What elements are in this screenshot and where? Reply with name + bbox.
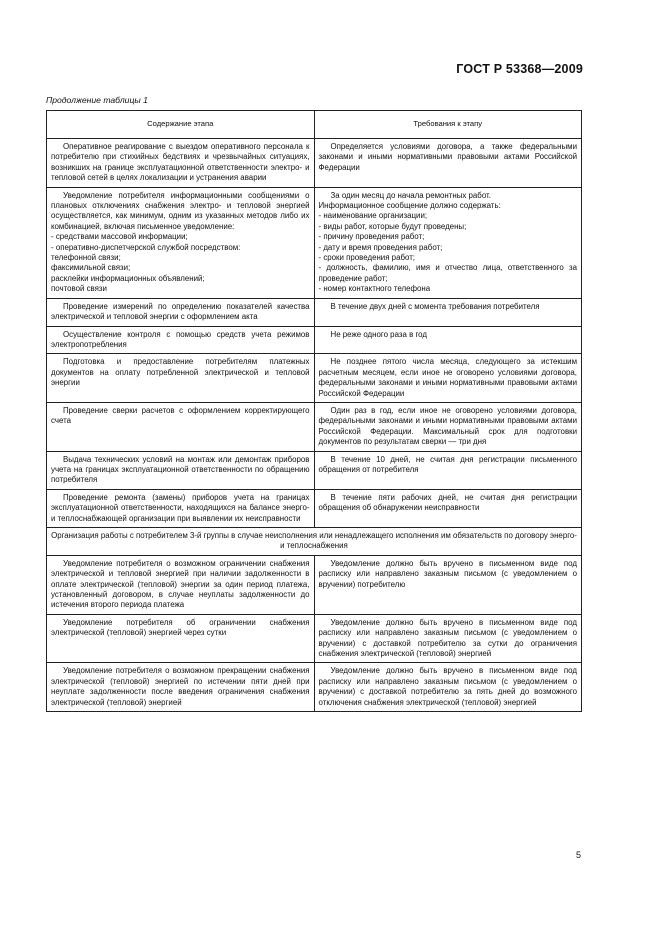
stage-requirement-text: Не реже одного раза в год xyxy=(330,329,427,339)
stage-requirement-cell xyxy=(314,402,582,451)
stage-requirement-cell xyxy=(314,298,582,326)
stage-content-cell xyxy=(47,663,315,712)
table-row xyxy=(47,451,582,489)
column-header-stage-content: Содержание этапа xyxy=(47,111,315,139)
table-row xyxy=(47,326,582,354)
stage-content-cell xyxy=(47,489,315,527)
stage-requirement-cell xyxy=(314,139,582,188)
stage-content-cell xyxy=(47,298,315,326)
stage-requirement-cell xyxy=(314,555,582,614)
stage-content-cell xyxy=(47,139,315,188)
page-number: 5 xyxy=(575,850,581,860)
stage-requirement-text: Не позднее пятого числа месяца, следующего за истекшим расчетным месяцем, если иное не оговорено условиями договора, федеральными законами и иными нормативными правовыми актами Российской Федерации xyxy=(318,357,577,398)
table-row xyxy=(47,663,582,712)
group-heading-row xyxy=(47,528,582,556)
requirements-table xyxy=(46,110,582,712)
stage-content-text: Проведение ремонта (замены) приборов учета на границах эксплуатационной ответственности, находящихся на балансе энерго- и теплоснабжающей организации при выявлении их неисправности xyxy=(51,492,310,523)
stage-content-cell xyxy=(47,555,315,614)
table-row xyxy=(47,555,582,614)
stage-content-text: Оперативное реагирование с выездом оперативного персонала к потребителю при стихийных бедствиях и чрезвычайных ситуациях, возникших на границе эксплуатационной ответственности электро- и тепловой сетей в целях локализации и устранения аварии xyxy=(51,142,310,183)
stage-requirement-text: В течение 10 дней, не считая дня регистрации письменного обращения от потребителя xyxy=(318,454,577,474)
table-row xyxy=(47,402,582,451)
table-row xyxy=(47,298,582,326)
stage-requirement-cell xyxy=(314,489,582,527)
stage-content-cell xyxy=(47,451,315,489)
table-row xyxy=(47,187,582,298)
stage-requirement-cell xyxy=(314,614,582,663)
stage-content-text: Уведомление потребителя об ограничении снабжения электрической (тепловой) энергией через сутки xyxy=(51,617,310,638)
table-row xyxy=(47,354,582,403)
stage-requirement-cell xyxy=(314,326,582,354)
table-row xyxy=(47,489,582,527)
table-row xyxy=(47,614,582,663)
stage-content-text: Выдача технических условий на монтаж или демонтаж приборов учета на границах эксплуатационной ответственности по обращению потребителя xyxy=(51,454,310,485)
stage-content-text: Подготовка и предоставление потребителям платежных документов на оплату потребленной электрической и тепловой энергии xyxy=(51,357,310,388)
stage-content-cell xyxy=(47,614,315,663)
stage-content-text: Проведение сверки расчетов с оформлением корректирующего счета xyxy=(51,405,310,426)
stage-content-text: Уведомление потребителя о возможном прекращении снабжения электрической (тепловой) энергией по истечении пяти дней при неуплате задолженности после введения ограничения снабжения электрической (тепловой) энергией xyxy=(51,666,310,707)
table-row xyxy=(47,139,582,188)
document-standard-header: ГОСТ Р 53368—2009 xyxy=(456,62,583,76)
stage-content-cell xyxy=(47,402,315,451)
stage-requirement-cell xyxy=(314,354,582,403)
stage-content-text: Уведомление потребителя информационными сообщениями о плановых отключениях снабжения электро- и тепловой энергией осуществляется, как минимум, одним из указанных методов либо их комбинацией, включая письменное уведомление: - средствами массовой информации; - оперативно-диспетчерской службой посредством: телефонной связи; факсимильной связи; расклейки информационных объявлений; почтовой связи xyxy=(51,190,310,294)
stage-requirement-cell xyxy=(314,663,582,712)
stage-requirement-text: За один месяц до начала ремонтных работ. Информационное сообщение должно содержать: - наименование организации; - виды работ, которые будут проведены; - причину проведения работ; - дату и время проведения работ; - сроки проведения работ; - должность, фамилию, имя и отчество лица, ответственного за проведение работ; - номер контактного телефона xyxy=(318,190,577,294)
table-caption: Продолжение таблицы 1 xyxy=(46,95,148,105)
stage-content-text: Осуществление контроля с помощью средств учета режимов электропотребления xyxy=(51,329,310,349)
stage-requirement-text: Уведомление должно быть вручено в письменном виде под расписку или направлено заказным письмом (с уведомлением о вручении) потребителю xyxy=(318,558,577,589)
stage-requirement-text: Уведомление должно быть вручено в письменном виде под расписку или направлено заказным письмом (с уведомлением о вручении) с доставкой потребителю за сутки до ограничения снабжения электрической (тепловой) энергией xyxy=(318,617,577,659)
group-heading-cell xyxy=(47,528,582,556)
table-header-row xyxy=(47,111,582,139)
stage-content-cell xyxy=(47,326,315,354)
stage-requirement-text: Один раз в год, если иное не оговорено условиями договора, федеральными законами и иными нормативными правовыми актами Российской Федерации. Максимальный срок для подготовки документов по результатам сверки — три дня xyxy=(318,405,577,447)
stage-requirement-cell xyxy=(314,451,582,489)
stage-content-cell xyxy=(47,187,315,298)
column-header-stage-requirements: Требования к этапу xyxy=(314,111,582,139)
stage-requirement-text: В течение пяти рабочих дней, не считая дня регистрации обращения об обнаружении неисправности xyxy=(318,492,577,513)
stage-content-text: Проведение измерений по определению показателей качества электрической и тепловой энергии с оформлением акта xyxy=(51,301,310,322)
stage-content-cell xyxy=(47,354,315,403)
stage-requirement-cell xyxy=(314,187,582,298)
stage-requirement-text: Определяется условиями договора, а также федеральными законами и иными нормативными правовыми актами Российской Федерации xyxy=(318,142,577,172)
stage-requirement-text: Уведомление должно быть вручено в письменном виде под расписку или направлено заказным письмом (с уведомлением о вручении) с доставкой потребителю за пять дней до возможного отключения снабжения электрической (тепловой) энергией xyxy=(318,666,577,707)
group-heading-text: Организация работы с потребителем 3-й группы в случае неисполнения или ненадлежащего исполнения им обязательств по договору энерго- и теплоснабжения xyxy=(51,531,577,551)
stage-requirement-text: В течение двух дней с момента требования потребителя xyxy=(330,301,540,311)
stage-content-text: Уведомление потребителя о возможном ограничении снабжения электрической и тепловой энергией при наличии задолженности в оплате электрической (тепловой) энергии за один период платежа, установленный договором, в случае неуплаты задолженности до истечения второго периода платежа xyxy=(51,558,310,610)
